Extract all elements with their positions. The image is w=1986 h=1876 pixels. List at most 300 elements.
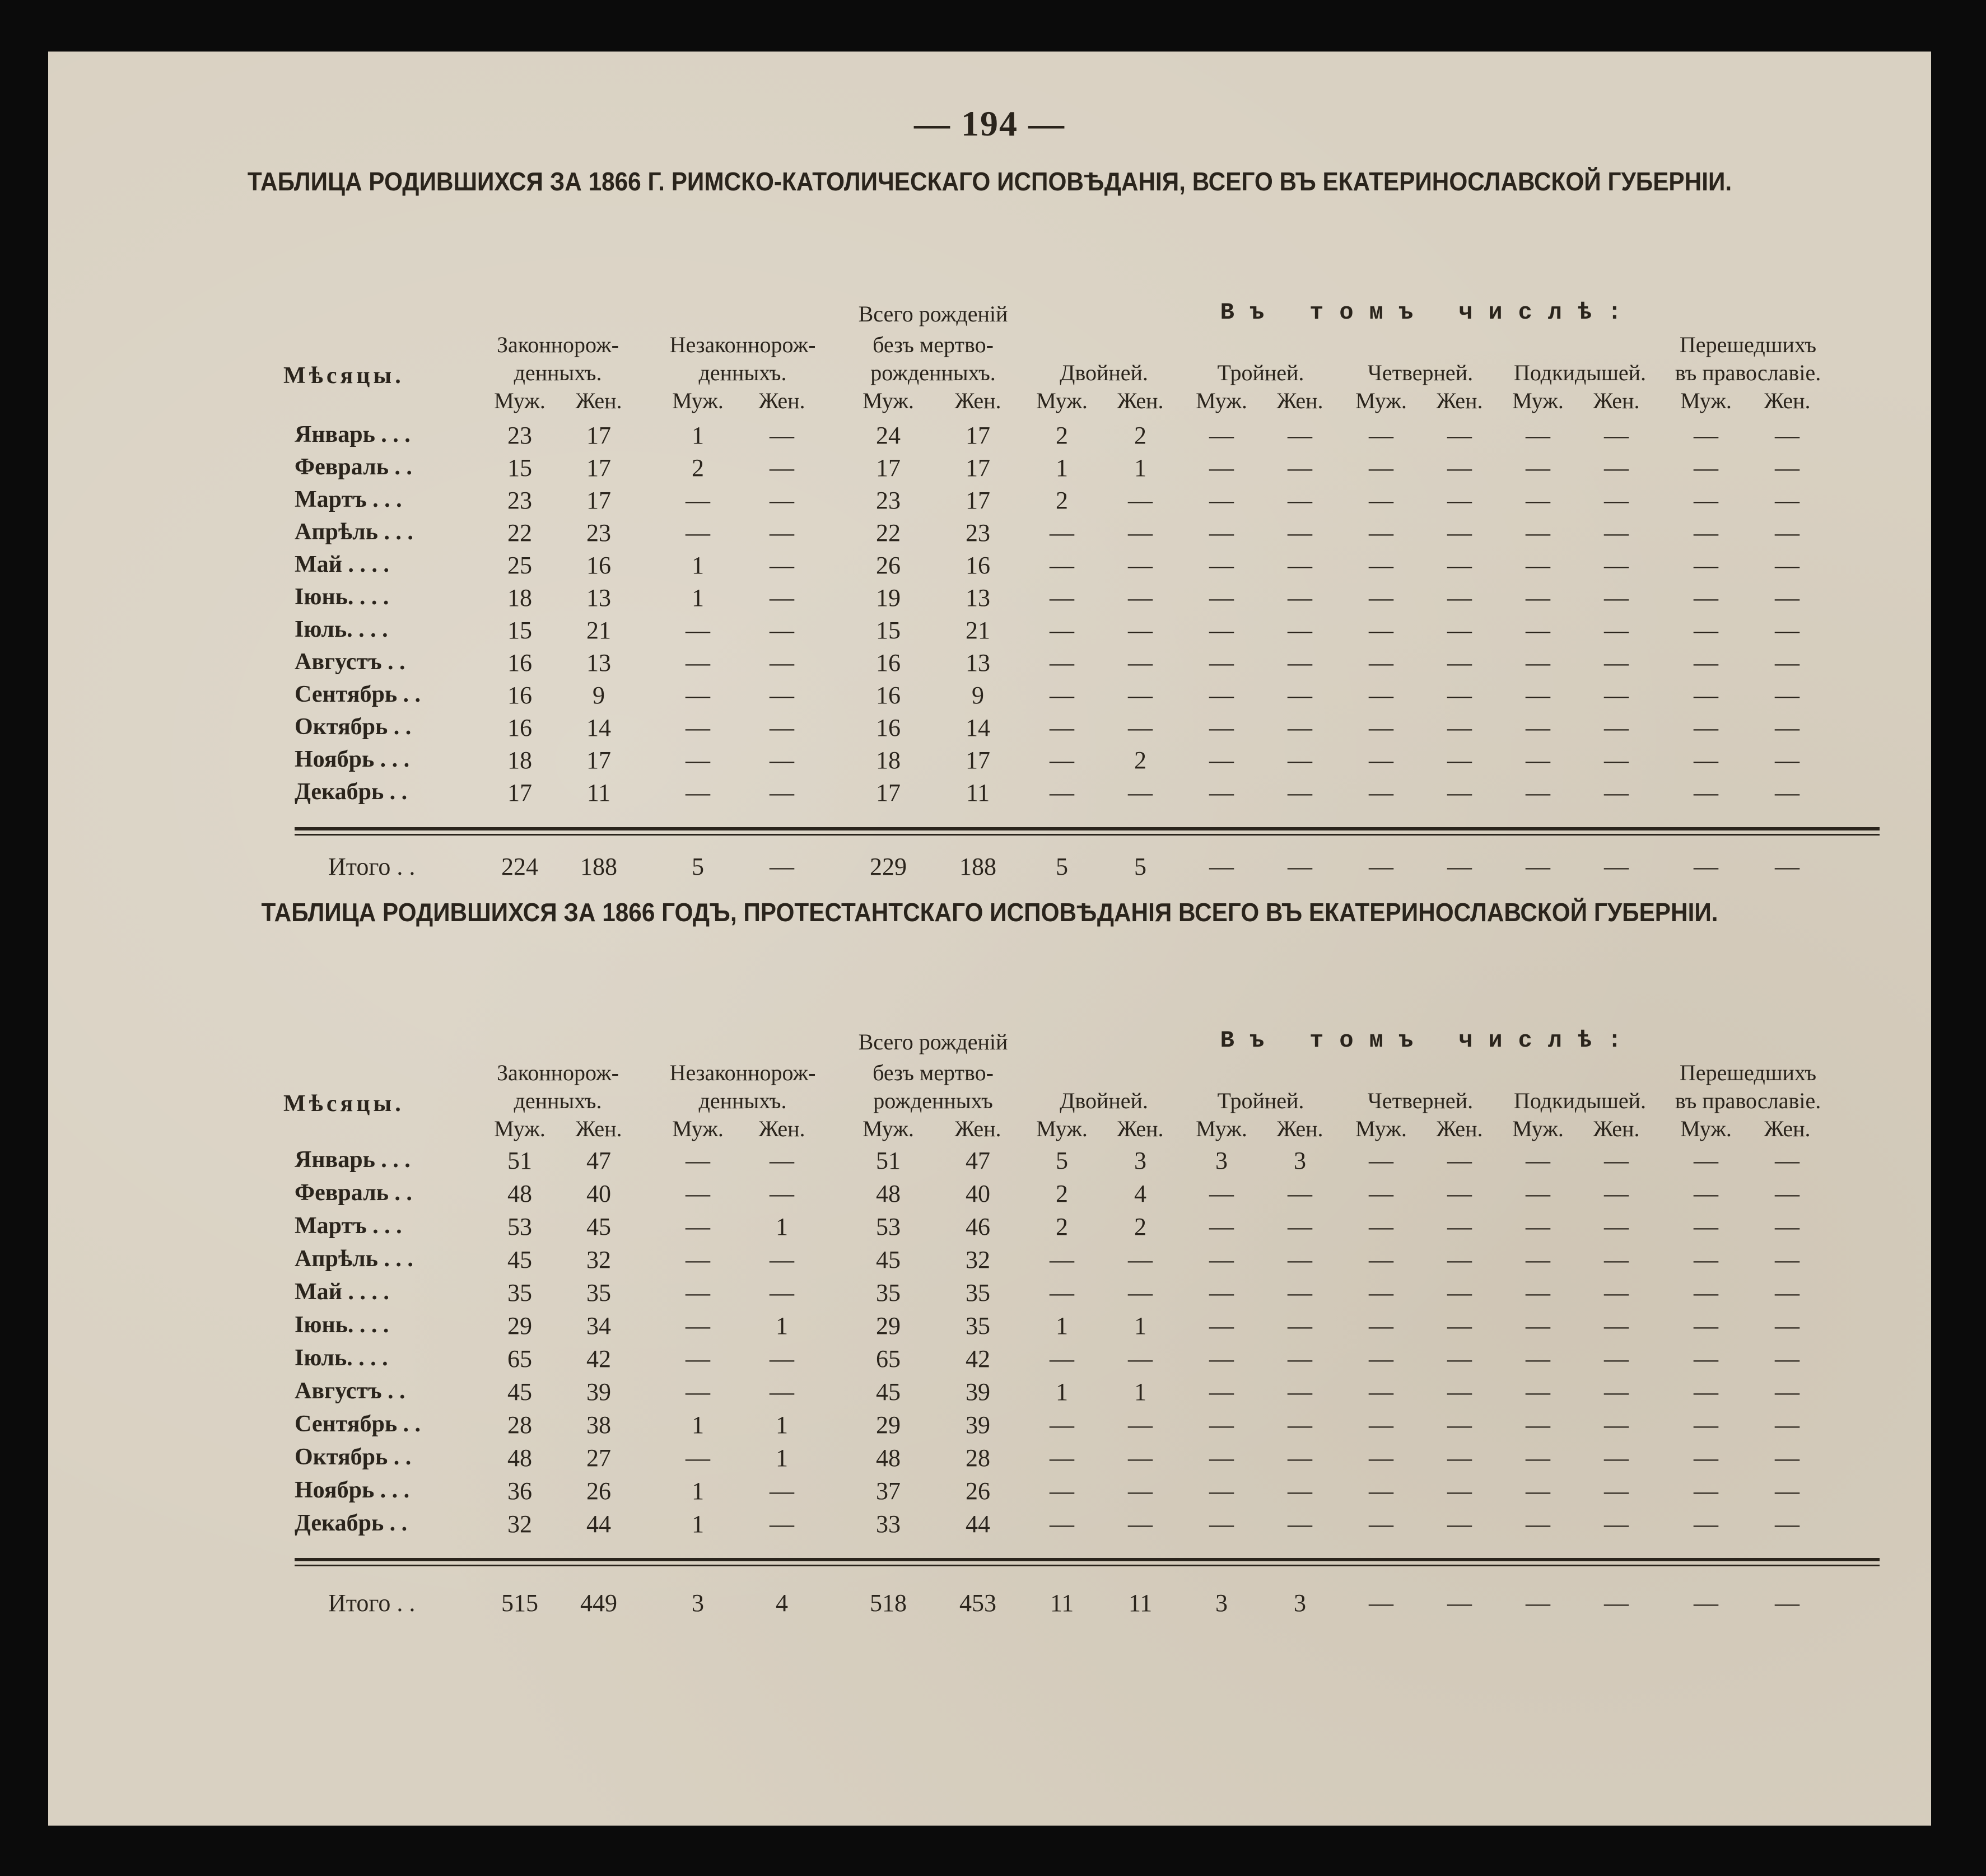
table-cell: — bbox=[1369, 1246, 1393, 1273]
table-cell: — bbox=[1447, 1279, 1472, 1306]
twins-header: Двойней. bbox=[1060, 1088, 1148, 1113]
table-cell: — bbox=[1604, 1345, 1629, 1373]
table-cell: 2 bbox=[692, 454, 704, 482]
table-cell: — bbox=[1447, 422, 1472, 449]
table-cell: 1 bbox=[776, 1312, 788, 1340]
total-cell: — bbox=[1369, 853, 1393, 880]
table-cell: — bbox=[1775, 1147, 1799, 1174]
total-cell: 453 bbox=[959, 1589, 996, 1617]
table-cell: 1 bbox=[776, 1411, 788, 1439]
sex-header: Муж. bbox=[1036, 1116, 1088, 1141]
table-cell: — bbox=[1775, 617, 1799, 644]
table-cell: — bbox=[1209, 1279, 1234, 1306]
month-label: Апрѣль . . . bbox=[295, 519, 413, 545]
month-label: Сентябрь . . bbox=[295, 682, 421, 707]
table-cell: — bbox=[770, 1147, 794, 1174]
table-cell: — bbox=[1775, 649, 1799, 676]
table-cell: — bbox=[1775, 487, 1799, 514]
table-cell: — bbox=[1604, 1180, 1629, 1207]
table-cell: — bbox=[1128, 682, 1153, 709]
table-cell: 42 bbox=[586, 1345, 611, 1373]
sex-header: Муж. bbox=[1512, 1116, 1564, 1141]
table-cell: — bbox=[1526, 1477, 1550, 1505]
table-cell: — bbox=[686, 1246, 710, 1273]
table-cell: — bbox=[686, 1213, 710, 1240]
table-cell: 24 bbox=[876, 422, 901, 449]
legit-header-2: денныхъ. bbox=[514, 1088, 602, 1113]
table-cell: 32 bbox=[966, 1246, 990, 1273]
table-cell: — bbox=[1288, 1213, 1312, 1240]
illegit-header: Незаконнорож- bbox=[669, 1060, 816, 1085]
total-header: Всего рожденiй bbox=[858, 1029, 1008, 1054]
table-cell: — bbox=[1369, 1147, 1393, 1174]
table-cell: — bbox=[1775, 1444, 1799, 1472]
table-cell: — bbox=[1447, 1510, 1472, 1538]
table-cell: — bbox=[1128, 779, 1153, 806]
table-cell: 47 bbox=[586, 1147, 611, 1174]
total-cell: — bbox=[1447, 1589, 1472, 1617]
table-cell: — bbox=[1369, 422, 1393, 449]
table-cell: 17 bbox=[876, 454, 901, 482]
table-cell: 51 bbox=[507, 1147, 532, 1174]
sex-header: Муж. bbox=[863, 388, 914, 413]
total-cell: — bbox=[1526, 1589, 1550, 1617]
table-cell: — bbox=[770, 454, 794, 482]
table-cell: — bbox=[1694, 1477, 1718, 1505]
table-cell: — bbox=[770, 746, 794, 774]
table-cell: 1 bbox=[776, 1213, 788, 1240]
table-cell: — bbox=[1447, 1477, 1472, 1505]
table-cell: — bbox=[1128, 1279, 1153, 1306]
table-cell: — bbox=[1694, 422, 1718, 449]
table-cell: 16 bbox=[507, 649, 532, 676]
table-cell: — bbox=[686, 1378, 710, 1406]
sex-header: Жен. bbox=[1117, 388, 1164, 413]
foundlings-header: Подкидышей. bbox=[1513, 360, 1647, 385]
table-cell: 15 bbox=[876, 617, 901, 644]
table-cell: 17 bbox=[966, 746, 990, 774]
table-cell: — bbox=[1288, 682, 1312, 709]
table-cell: — bbox=[1775, 584, 1799, 612]
table-cell: 2 bbox=[1134, 1213, 1146, 1240]
table-cell: — bbox=[1050, 746, 1074, 774]
table-cell: 29 bbox=[876, 1312, 901, 1340]
table-cell: 51 bbox=[876, 1147, 901, 1174]
table-cell: 18 bbox=[876, 746, 901, 774]
table-cell: 16 bbox=[586, 552, 611, 579]
table-cell: — bbox=[1694, 1378, 1718, 1406]
month-label: Августъ . . bbox=[295, 649, 405, 675]
table-cell: 17 bbox=[507, 779, 532, 806]
total-cell: 515 bbox=[501, 1589, 538, 1617]
table-cell: 23 bbox=[586, 519, 611, 547]
table-cell: — bbox=[1604, 1213, 1629, 1240]
month-label: Январь . . . bbox=[295, 422, 411, 447]
table-cell: — bbox=[1128, 1345, 1153, 1373]
table-cell: — bbox=[1694, 1213, 1718, 1240]
table-cell: — bbox=[1050, 617, 1074, 644]
table-cell: 40 bbox=[966, 1180, 990, 1207]
table-cell: — bbox=[1604, 1312, 1629, 1340]
table-cell: — bbox=[1050, 552, 1074, 579]
total-cell: 3 bbox=[1294, 1589, 1306, 1617]
table-cell: 35 bbox=[876, 1279, 901, 1306]
table-cell: — bbox=[1288, 1180, 1312, 1207]
table-cell: — bbox=[1694, 1180, 1718, 1207]
table-cell: — bbox=[1369, 1444, 1393, 1472]
table-cell: — bbox=[770, 682, 794, 709]
table-cell: 15 bbox=[507, 454, 532, 482]
table-cell: 2 bbox=[1056, 487, 1068, 514]
table-cell: 1 bbox=[1056, 1312, 1068, 1340]
table-cell: — bbox=[1447, 649, 1472, 676]
triplets-header: Тройней. bbox=[1217, 360, 1304, 385]
table-cell: — bbox=[1209, 1378, 1234, 1406]
table-cell: — bbox=[1604, 519, 1629, 547]
table-cell: — bbox=[1775, 682, 1799, 709]
table-cell: — bbox=[1694, 1444, 1718, 1472]
total-cell: 4 bbox=[776, 1589, 788, 1617]
table-cell: — bbox=[686, 487, 710, 514]
table-cell: — bbox=[1694, 682, 1718, 709]
sex-header: Жен. bbox=[575, 388, 622, 413]
table-cell: — bbox=[1447, 1411, 1472, 1439]
table-cell: — bbox=[1369, 746, 1393, 774]
table-cell: — bbox=[1209, 552, 1234, 579]
table-cell: — bbox=[1694, 1510, 1718, 1538]
month-label: Ноябрь . . . bbox=[295, 1477, 410, 1503]
total-header-3: рожденныхъ. bbox=[870, 360, 996, 385]
table-cell: — bbox=[1209, 1510, 1234, 1538]
sex-header: Муж. bbox=[1196, 388, 1247, 413]
table-cell: 2 bbox=[1056, 1213, 1068, 1240]
total-cell: — bbox=[1209, 853, 1234, 880]
table-cell: — bbox=[1526, 617, 1550, 644]
total-cell: — bbox=[1604, 853, 1629, 880]
table-cell: — bbox=[1604, 1279, 1629, 1306]
table-cell: — bbox=[1128, 552, 1153, 579]
total-cell: 5 bbox=[1056, 853, 1068, 880]
table-cell: 1 bbox=[1134, 454, 1146, 482]
table-cell: — bbox=[1369, 779, 1393, 806]
table-cell: — bbox=[1604, 552, 1629, 579]
table-cell: — bbox=[1694, 1312, 1718, 1340]
table-cell: — bbox=[1775, 552, 1799, 579]
table-cell: 45 bbox=[876, 1246, 901, 1273]
table-cell: 17 bbox=[876, 779, 901, 806]
table-cell: — bbox=[1694, 1345, 1718, 1373]
table-cell: — bbox=[1128, 519, 1153, 547]
sex-header: Муж. bbox=[863, 1116, 914, 1141]
table-cell: 22 bbox=[507, 519, 532, 547]
table-cell: 28 bbox=[507, 1411, 532, 1439]
table-cell: — bbox=[686, 519, 710, 547]
table-cell: — bbox=[1209, 714, 1234, 741]
table-cell: — bbox=[1694, 519, 1718, 547]
table-cell: — bbox=[1369, 1510, 1393, 1538]
table-cell: — bbox=[1369, 584, 1393, 612]
table-cell: 23 bbox=[507, 487, 532, 514]
table-cell: — bbox=[1447, 1246, 1472, 1273]
table-cell: — bbox=[1447, 1444, 1472, 1472]
table-cell: — bbox=[1288, 584, 1312, 612]
table-cell: — bbox=[686, 682, 710, 709]
illegit-header: Незаконнорож- bbox=[669, 332, 816, 357]
table-cell: — bbox=[1288, 649, 1312, 676]
table-cell: — bbox=[686, 1312, 710, 1340]
table-cell: 45 bbox=[507, 1378, 532, 1406]
table-cell: — bbox=[770, 779, 794, 806]
table-cell: 16 bbox=[507, 682, 532, 709]
table-cell: — bbox=[1209, 1411, 1234, 1439]
table-cell: — bbox=[1209, 487, 1234, 514]
sex-header: Жен. bbox=[1593, 388, 1640, 413]
table-cell: — bbox=[1526, 1279, 1550, 1306]
table-cell: 65 bbox=[876, 1345, 901, 1373]
total-rule bbox=[295, 1558, 1880, 1561]
table-cell: 1 bbox=[692, 422, 704, 449]
table-cell: — bbox=[1526, 487, 1550, 514]
table-cell: — bbox=[1604, 1477, 1629, 1505]
table-cell: 35 bbox=[966, 1279, 990, 1306]
table-cell: 36 bbox=[507, 1477, 532, 1505]
table-cell: 32 bbox=[507, 1510, 532, 1538]
table-cell: — bbox=[770, 617, 794, 644]
table-cell: 17 bbox=[586, 746, 611, 774]
table-cell: 39 bbox=[966, 1411, 990, 1439]
table-cell: 17 bbox=[966, 454, 990, 482]
table-cell: — bbox=[1209, 1180, 1234, 1207]
table-cell: — bbox=[1604, 1411, 1629, 1439]
table-cell: 11 bbox=[966, 779, 990, 806]
table-cell: — bbox=[1775, 1180, 1799, 1207]
table-cell: — bbox=[1526, 1246, 1550, 1273]
table-cell: — bbox=[1128, 617, 1153, 644]
table-cell: — bbox=[770, 519, 794, 547]
in-number-header: Въ томъ числѣ: bbox=[1220, 299, 1638, 326]
table-cell: — bbox=[1447, 746, 1472, 774]
table-cell: — bbox=[1775, 1345, 1799, 1373]
table-cell: — bbox=[686, 1444, 710, 1472]
table-cell: — bbox=[1050, 779, 1074, 806]
sex-header: Жен. bbox=[1276, 388, 1323, 413]
table-cell: — bbox=[1209, 1345, 1234, 1373]
table-cell: — bbox=[1209, 422, 1234, 449]
table-cell: — bbox=[1209, 1312, 1234, 1340]
table-cell: — bbox=[1369, 649, 1393, 676]
table-cell: — bbox=[1209, 519, 1234, 547]
months-header: Мѣсяцы. bbox=[283, 363, 404, 389]
table-cell: — bbox=[1288, 1345, 1312, 1373]
total-cell: 5 bbox=[1134, 853, 1146, 880]
table-cell: — bbox=[1369, 1279, 1393, 1306]
twins-header: Двойней. bbox=[1060, 360, 1148, 385]
table-cell: — bbox=[1209, 454, 1234, 482]
table-cell: — bbox=[1775, 1213, 1799, 1240]
total-label: Итого . . bbox=[328, 1589, 416, 1617]
total-cell: — bbox=[1604, 1589, 1629, 1617]
table-cell: — bbox=[1604, 1510, 1629, 1538]
table-cell: — bbox=[770, 552, 794, 579]
table-cell: — bbox=[1775, 454, 1799, 482]
sex-header: Муж. bbox=[672, 388, 724, 413]
month-label: Октябрь . . bbox=[295, 714, 412, 740]
table-cell: — bbox=[686, 1147, 710, 1174]
month-label: Февраль . . bbox=[295, 1180, 412, 1206]
table-cell: 23 bbox=[876, 487, 901, 514]
table-cell: — bbox=[1526, 552, 1550, 579]
table-cell: — bbox=[1526, 1213, 1550, 1240]
table-cell: — bbox=[1050, 1444, 1074, 1472]
table-cell: 9 bbox=[972, 682, 984, 709]
table-cell: 48 bbox=[876, 1444, 901, 1472]
total-label: Итого . . bbox=[328, 853, 416, 880]
table-cell: 3 bbox=[1134, 1147, 1146, 1174]
table-cell: — bbox=[1775, 746, 1799, 774]
table-cell: 46 bbox=[966, 1213, 990, 1240]
table-cell: 39 bbox=[586, 1378, 611, 1406]
table-cell: — bbox=[1128, 1411, 1153, 1439]
table-cell: 45 bbox=[876, 1378, 901, 1406]
table-cell: — bbox=[1447, 1378, 1472, 1406]
table-cell: — bbox=[1604, 649, 1629, 676]
table-cell: 17 bbox=[586, 422, 611, 449]
table-cell: — bbox=[1694, 779, 1718, 806]
table-cell: — bbox=[1128, 487, 1153, 514]
in-number-header: Въ томъ числѣ: bbox=[1220, 1027, 1638, 1054]
table-cell: — bbox=[1526, 1312, 1550, 1340]
table-cell: — bbox=[1604, 779, 1629, 806]
table-cell: — bbox=[1447, 714, 1472, 741]
table-cell: 1 bbox=[692, 1477, 704, 1505]
table-cell: 1 bbox=[692, 1411, 704, 1439]
table-cell: — bbox=[1526, 1444, 1550, 1472]
table-cell: — bbox=[1526, 1510, 1550, 1538]
table-cell: — bbox=[1369, 454, 1393, 482]
table-cell: — bbox=[1604, 584, 1629, 612]
table-cell: — bbox=[686, 617, 710, 644]
month-label: Декабрь . . bbox=[295, 779, 408, 805]
sex-header: Жен. bbox=[1436, 1116, 1483, 1141]
table-cell: — bbox=[1369, 617, 1393, 644]
table-cell: — bbox=[1526, 1345, 1550, 1373]
table-cell: — bbox=[1526, 1180, 1550, 1207]
month-label: Мартъ . . . bbox=[295, 1213, 402, 1239]
triplets-header: Тройней. bbox=[1217, 1088, 1304, 1113]
table-cell: — bbox=[1694, 714, 1718, 741]
table-cell: — bbox=[1369, 1477, 1393, 1505]
table-cell: — bbox=[1209, 1246, 1234, 1273]
sex-header: Жен. bbox=[954, 388, 1001, 413]
table-cell: 26 bbox=[876, 552, 901, 579]
table-cell: — bbox=[1209, 682, 1234, 709]
sex-header: Жен. bbox=[1764, 388, 1811, 413]
total-cell: 3 bbox=[1215, 1589, 1228, 1617]
table-cell: 2 bbox=[1134, 422, 1146, 449]
table-cell: — bbox=[1288, 552, 1312, 579]
foundlings-header: Подкидышей. bbox=[1513, 1088, 1647, 1113]
total-cell: — bbox=[770, 853, 794, 880]
table-cell: — bbox=[770, 714, 794, 741]
total-cell: 449 bbox=[580, 1589, 617, 1617]
table-cell: — bbox=[1447, 1213, 1472, 1240]
table-cell: — bbox=[1369, 1378, 1393, 1406]
table-cell: — bbox=[1288, 617, 1312, 644]
table-cell: — bbox=[1775, 779, 1799, 806]
table-cell: — bbox=[1288, 422, 1312, 449]
total-cell: — bbox=[1526, 853, 1550, 880]
legit-header: Законнорож- bbox=[497, 332, 619, 357]
converted-header: Перешедшихъ bbox=[1679, 1060, 1817, 1085]
table-cell: — bbox=[1128, 1246, 1153, 1273]
table-cell: — bbox=[1288, 454, 1312, 482]
table-cell: — bbox=[1369, 1411, 1393, 1439]
table-cell: 33 bbox=[876, 1510, 901, 1538]
table-cell: — bbox=[1128, 584, 1153, 612]
table-cell: 1 bbox=[692, 1510, 704, 1538]
table-cell: — bbox=[1050, 1510, 1074, 1538]
table-cell: 45 bbox=[507, 1246, 532, 1273]
table-cell: — bbox=[1526, 519, 1550, 547]
table-cell: — bbox=[686, 746, 710, 774]
table-cell: — bbox=[1526, 746, 1550, 774]
table-cell: 2 bbox=[1134, 746, 1146, 774]
table-cell: — bbox=[1369, 487, 1393, 514]
table-cell: — bbox=[1050, 1345, 1074, 1373]
illegit-header-2: денныхъ. bbox=[698, 360, 787, 385]
table-cell: 1 bbox=[692, 584, 704, 612]
table-cell: 23 bbox=[507, 422, 532, 449]
table-cell: 44 bbox=[966, 1510, 990, 1538]
sex-header: Муж. bbox=[1512, 388, 1564, 413]
table-cell: 15 bbox=[507, 617, 532, 644]
table-cell: 11 bbox=[586, 779, 611, 806]
month-label: Октябрь . . bbox=[295, 1444, 412, 1470]
sex-header: Муж. bbox=[494, 1116, 546, 1141]
table-cell: — bbox=[1128, 1510, 1153, 1538]
table-cell: 14 bbox=[966, 714, 990, 741]
table-cell: 16 bbox=[876, 682, 901, 709]
total-cell: — bbox=[1369, 1589, 1393, 1617]
total-rule-thin bbox=[295, 1565, 1880, 1566]
table-cell: — bbox=[1050, 682, 1074, 709]
page-number: — 194 — bbox=[914, 104, 1065, 143]
table-cell: — bbox=[770, 1180, 794, 1207]
table-cell: — bbox=[1526, 682, 1550, 709]
total-cell: — bbox=[1694, 1589, 1718, 1617]
table-cell: — bbox=[1775, 422, 1799, 449]
table-cell: — bbox=[1447, 617, 1472, 644]
table-cell: — bbox=[1694, 487, 1718, 514]
table-cell: — bbox=[1209, 1444, 1234, 1472]
table-cell: 34 bbox=[586, 1312, 611, 1340]
table-cell: 17 bbox=[966, 487, 990, 514]
table-cell: — bbox=[1694, 1411, 1718, 1439]
table-cell: — bbox=[1209, 779, 1234, 806]
table-cell: 13 bbox=[966, 649, 990, 676]
table-cell: — bbox=[1050, 1411, 1074, 1439]
total-cell: — bbox=[1288, 853, 1312, 880]
table-cell: — bbox=[1526, 454, 1550, 482]
table-cell: — bbox=[686, 1180, 710, 1207]
table-cell: — bbox=[1050, 584, 1074, 612]
table-cell: — bbox=[1775, 1246, 1799, 1273]
table-2-title: ТАБЛИЦА РОДИВШИХСЯ ЗА 1866 ГОДЪ, ПРОТЕСТАНТСКАГО ИСПОВѢДАНIЯ ВСЕГО ВЪ ЕКАТЕРИНОСЛАВСКОЙ ГУБЕРНIИ. bbox=[261, 898, 1718, 927]
table-cell: — bbox=[1775, 1279, 1799, 1306]
table-cell: — bbox=[770, 1477, 794, 1505]
table-cell: 17 bbox=[966, 422, 990, 449]
table-cell: 17 bbox=[586, 454, 611, 482]
